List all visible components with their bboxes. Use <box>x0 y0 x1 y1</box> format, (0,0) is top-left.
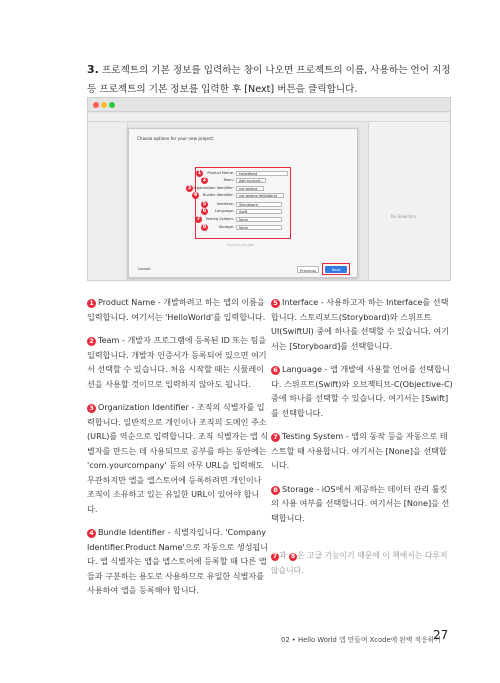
field-value[interactable]: HelloWorld <box>236 171 288 176</box>
field-number-badge: 8 <box>202 223 207 230</box>
left-column <box>87 295 269 607</box>
xcode-screenshot <box>87 97 451 281</box>
step-instruction <box>87 60 453 99</box>
field-number-badge: 5 <box>202 200 207 207</box>
paragraph-text: Interface - 사용하고자 하는 Interface를 선택합니다. 스토리보드(Storyboard)와 스위프트UI(SwiftUI) 중에 하나를 선택할 수 있습니다. 여기서는 [Storyboard]를 선택합니다. <box>271 297 450 351</box>
paragraph-text: Organization Identifier - 조직의 식별자를 입력합니다. 일반적으로 개인이나 조직의 도메인 주소(URL)를 역순으로 입력합니다. 조직 식별자는 앱 식별자를 만드는 데 사용되므로 공부를 하는 동안에는 'com.yourcompany' 등의 아무 URL을 입력해도 무관하지만 앱을 앱스토어에 등록하려면 개인이나 조직이 소유하고 있는 유일한 URL이 있어야 합니다. <box>87 402 269 514</box>
next-button[interactable]: Next <box>325 266 347 273</box>
field-row <box>129 192 359 198</box>
zoom-dot-icon <box>109 102 115 108</box>
page-number: 27 <box>433 628 449 642</box>
field-label: Bundle Identifier: <box>203 193 234 197</box>
paragraph-text: Product Name - 개발하려고 하는 앱의 이름을 입력합니다. 여기서는 'HelloWorld'를 입력합니다. <box>87 297 266 322</box>
numbered-paragraph <box>87 400 269 516</box>
no-selection-label: No Selection <box>391 214 417 219</box>
number-badge: 7 <box>271 433 280 442</box>
number-badge: 6 <box>271 366 280 375</box>
paragraph-text: Team - 개발자 프로그램에 등록된 ID 또는 팀을 입력합니다. 개발자 인증서가 등록되어 있으면 여기서 선택할 수 있습니다. 처음 시작할 때는 시뮬레이션을 사용할 것이므로 입력하지 않아도 됩니다. <box>87 335 267 389</box>
field-value[interactable]: Swift <box>236 209 282 214</box>
field-value[interactable]: None <box>236 217 282 222</box>
field-row <box>129 216 359 222</box>
note-badge-7: 7 <box>272 553 278 560</box>
field-label: Language: <box>215 209 234 213</box>
note-text: 은 고급 기능이기 때문에 이 책에서는 다루지 않습니다. <box>271 551 448 575</box>
field-row <box>129 185 359 191</box>
field-row <box>129 208 359 214</box>
number-badge: 3 <box>87 404 96 413</box>
navigator-pane <box>88 122 128 281</box>
paragraph-text: Storage - iOS에서 제공하는 데이터 관리 툴킷의 사용 여부를 선택합니다. 여기서는 [None]을 선택합니다. <box>271 483 450 523</box>
cancel-button[interactable]: Cancel <box>137 266 151 271</box>
hint-text: PROD.IN.COLUMN <box>227 243 254 247</box>
note-badge-8: 8 <box>290 553 296 560</box>
field-number-badge: 1 <box>197 169 202 176</box>
field-number-badge: 4 <box>193 191 198 198</box>
field-label: Product Name: <box>207 171 234 175</box>
field-label: Team: <box>223 178 234 182</box>
step-text: 프로젝트의 기본 정보를 입력하는 창이 나오면 프로젝트의 이름, 사용하는 언어 지정 등 프로젝트의 기본 정보를 입력한 후 [Next] 버튼을 클릭합니다. <box>87 65 451 95</box>
field-row <box>129 201 359 207</box>
field-row <box>129 170 359 176</box>
numbered-paragraph <box>87 333 269 391</box>
paragraph-text: Testing System - 앱의 동작 등을 자동으로 테스트할 때 사용합니다. 여기서는 [None]을 선택합니다. <box>271 431 448 470</box>
note <box>271 549 453 578</box>
inspector-pane <box>368 122 450 281</box>
previous-button[interactable]: Previous <box>297 266 319 273</box>
field-number-badge: 2 <box>202 176 207 183</box>
field-label: Storage: <box>218 225 234 229</box>
number-badge: 5 <box>271 299 280 308</box>
field-value[interactable]: Storyboard <box>236 202 282 207</box>
numbered-paragraph <box>87 295 269 324</box>
minimize-dot-icon <box>101 102 107 108</box>
number-badge: 8 <box>271 486 280 495</box>
close-dot-icon <box>93 102 99 108</box>
number-badge: 4 <box>87 529 96 538</box>
note-connector: 과 <box>279 551 287 560</box>
field-number-badge: 7 <box>196 215 201 222</box>
numbered-paragraph <box>271 362 453 420</box>
field-number-badge: 3 <box>187 184 192 191</box>
field-label: Organization Identifier: <box>192 186 234 190</box>
field-value[interactable]: Add account... <box>236 178 266 183</box>
paragraph-text: Bundle Identifier - 식별자입니다. 'Company Identifier.Product Name'으로 자동으로 생성됩니다. 앱 식별자는 앱을 앱스토어에 등록할 때 다른 앱들과 구분하는 용도로 사용하므로 유일한 식별자를 사용하여 앱을 등록해야 합니다. <box>87 527 269 595</box>
chapter-footer: 02 • Hello World 앱 만들며 Xcode에 완벽 적응하기 <box>281 636 441 644</box>
numbered-paragraph <box>271 482 453 526</box>
field-label: Testing System: <box>205 217 234 221</box>
field-value[interactable]: net.testing.HelloWorld <box>236 193 284 198</box>
field-label: Interface: <box>216 202 234 206</box>
field-value[interactable]: net.testing <box>236 186 264 191</box>
number-badge: 2 <box>87 337 96 346</box>
numbered-paragraph <box>87 525 269 598</box>
field-row <box>129 177 359 183</box>
field-row <box>129 224 359 230</box>
right-column <box>271 295 453 534</box>
number-badge: 1 <box>87 299 96 308</box>
tab-bar <box>88 113 450 122</box>
window-toolbar <box>88 98 450 112</box>
dialog-title: Choose options for your new project: <box>137 136 215 141</box>
field-number-badge: 6 <box>202 207 207 214</box>
new-project-dialog <box>128 128 358 278</box>
field-value[interactable]: None <box>236 225 282 230</box>
numbered-paragraph <box>271 295 453 353</box>
paragraph-text: Language - 앱 개발에 사용할 언어를 선택합니다. 스위프트(Swift)와 오브젝티브-C(Objective-C) 중에 하나를 선택할 수 있습니다. 여기서는 [Swift]를 선택합니다. <box>271 364 453 418</box>
numbered-paragraph <box>271 429 453 473</box>
step-number: 3. <box>87 63 99 76</box>
